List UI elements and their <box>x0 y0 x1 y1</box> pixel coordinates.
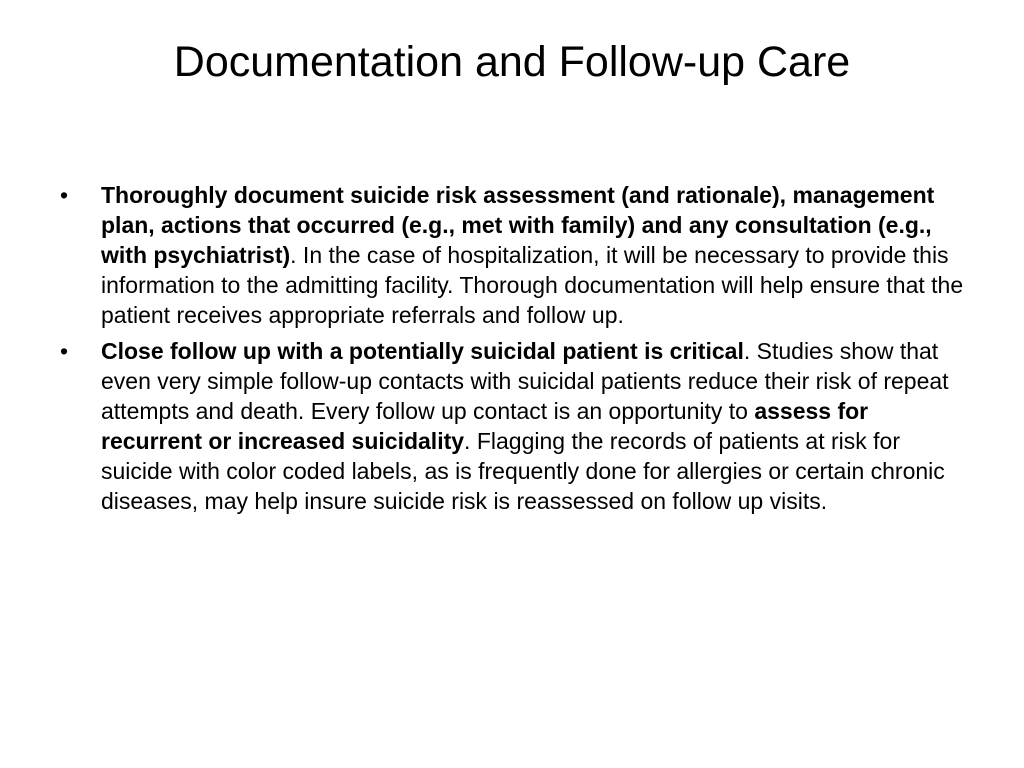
bold-text: Close follow up with a potentially suicidal patient is critical <box>101 338 744 364</box>
bullet-list <box>60 180 970 522</box>
bold-text: Thoroughly document suicide risk assessment (and rationale), management plan, actions that occurred (e.g., met with family) and any consultation (e.g., with psychiatrist) <box>101 182 935 268</box>
bold-text: assess for recurrent or increased suicidality <box>101 398 869 454</box>
bullet-icon: • <box>60 182 69 208</box>
bullet-item-1 <box>60 180 970 330</box>
plain-text: . In the case of hospitalization, it will be necessary to provide this information to the admitting facility. Thorough documentation will help ensure that the patient receives appropriate referrals and follow up. <box>101 242 964 328</box>
bullet-text-2 <box>101 338 949 514</box>
bullet-icon: • <box>60 338 69 364</box>
slide-title: Documentation and Follow-up Care <box>173 38 851 86</box>
plain-text: . Studies show that even very simple follow-up contacts with suicidal patients reduce their risk of repeat attempts and death. Every follow up contact is an opportunity to <box>101 338 949 424</box>
plain-text: . Flagging the records of patients at risk for suicide with color coded labels, as is frequently done for allergies or certain chronic diseases, may help insure suicide risk is reassessed on follow up visits. <box>101 428 945 514</box>
bullet-item-2 <box>60 336 970 516</box>
bullet-text-1 <box>101 182 963 328</box>
